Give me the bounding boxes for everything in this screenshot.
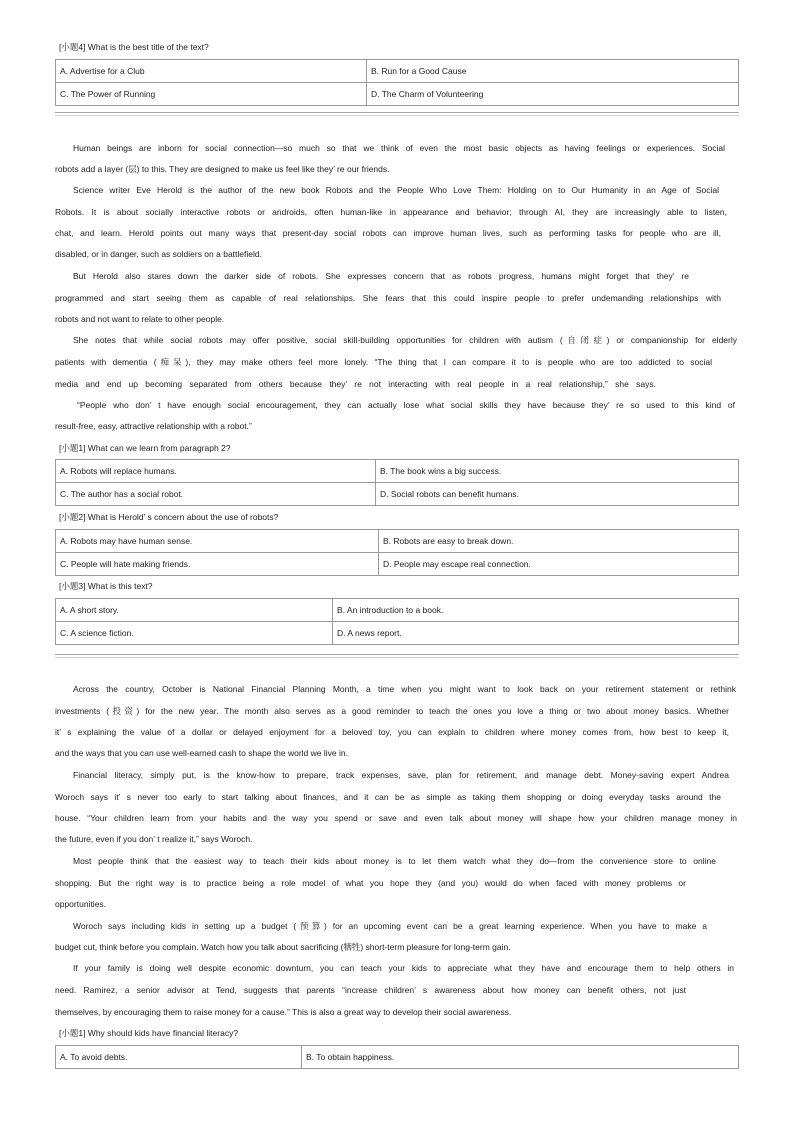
question-title: [小题4] What is the best title of the text? xyxy=(59,42,209,52)
option-b: B. An introduction to a book. xyxy=(333,599,739,622)
option-b: B. The book wins a big success. xyxy=(376,460,739,483)
passage-line: opportunities. xyxy=(55,899,107,909)
passage-line: and the ways that you can use well-earned cash to shape the world we live in. xyxy=(55,748,348,758)
passage-line: Most people think that the easiest way to teach their kids about money is to let them watch what they do—from the convenience store to online xyxy=(73,856,716,866)
section-divider xyxy=(55,654,739,658)
passage-line: disabled, or in danger, such as soldiers on a battlefield. xyxy=(55,249,262,259)
passage-line: Robots. It is about socially interactive robots or androids, often human-like in appearance and behavior; through AI, they are increasingly able to listen, xyxy=(55,207,727,217)
passage-line: investments (投资) for the new year. The month also serves as a good reminder to teach the ones you love a thing or two about money basics. Whether xyxy=(55,706,729,716)
passage-line: robots add a layer (层) to this. They are designed to make us feel like they’ re our friends. xyxy=(55,164,390,174)
passage-line: themselves, by encouraging them to raise money for a cause.” This is also a great way to develop their social awareness. xyxy=(55,1007,512,1017)
option-d: D. A news report. xyxy=(333,622,739,645)
passage-line: need. Ramirez, a senior advisor at Tend, suggests that parents “increase children’ s awareness about how money can benefit others, not just xyxy=(55,985,686,995)
passage-line: Financial literacy, simply put, is the know-how to prepare, track expenses, save, plan for retirement, and manage debt. Money-saving expert Andrea xyxy=(73,770,729,780)
passage-line: Woroch says including kids in setting up a budget (预算) for an upcoming event can be a great learning experience. When you have to make a xyxy=(73,921,707,931)
option-a: A. A short story. xyxy=(56,599,333,622)
option-a: A. Advertise for a Club xyxy=(56,60,367,83)
options-table xyxy=(55,59,739,106)
passage-line: it’ s explaining the value of a dollar or delayed enjoyment for a beloved toy, you can explain to children where money comes from, how best to keep it, xyxy=(55,727,729,737)
option-d: D. The Charm of Volunteering xyxy=(367,83,739,106)
option-b: B. Robots are easy to break down. xyxy=(379,530,739,553)
question-title: [小题2] What is Herold’ s concern about the use of robots? xyxy=(59,512,279,522)
passage-line: She notes that while social robots may offer positive, social skill-building opportunities for children with autism (自闭症) or companionship for elderly xyxy=(73,335,737,345)
passage-line: result-free, easy, attractive relationship with a robot.” xyxy=(55,421,252,431)
option-c: C. A science fiction. xyxy=(56,622,333,645)
option-c: C. The author has a social robot. xyxy=(56,483,376,506)
passage-line: house. “Your children learn from your habits and the way you spend or save and even talk about money will shape how your children manage money in xyxy=(55,813,737,823)
options-table xyxy=(55,529,739,576)
option-a: A. Robots will replace humans. xyxy=(56,460,376,483)
options-table xyxy=(55,459,739,506)
passage-line: media and end up becoming separated from others because they’ re not interacting with real people in a real relationship,” she says. xyxy=(55,379,656,389)
passage-line: shopping. But the right way is to practice being a role model of what you hope they (and you) would do when faced with money problems or xyxy=(55,878,686,888)
passage-line: Woroch says it’ s never too early to start talking about finances, and it can be as simple as taking them shopping or doing everyday tasks around the xyxy=(55,792,721,802)
passage-line: But Herold also stares down the darker side of robots. She expresses concern that as robots progress, humans might forget that they’ re xyxy=(73,271,689,281)
passage-line: “People who don’ t have enough social encouragement, they can actually lose what social skills they have because they’ re so used to this kind of xyxy=(77,400,735,410)
section-divider xyxy=(55,112,739,116)
option-b: B. To obtain happiness. xyxy=(302,1046,739,1069)
option-d: D. Social robots can benefit humans. xyxy=(376,483,739,506)
question-title: [小题1] What can we learn from paragraph 2? xyxy=(59,443,231,453)
option-a: A. To avoid debts. xyxy=(56,1046,302,1069)
passage-line: chat, and learn. Herold points out many ways that present-day social robots can improve human lives, such as performing tasks for people who are ill, xyxy=(55,228,721,238)
option-a: A. Robots may have human sense. xyxy=(56,530,379,553)
passage-line: Human beings are inborn for social connection—so much so that we think of even the most basic objects as having feelings or experiences. Social xyxy=(73,143,725,153)
option-c: C. People will hate making friends. xyxy=(56,553,379,576)
option-d: D. People may escape real connection. xyxy=(379,553,739,576)
passage-line: patients with dementia (痴呆), they may make others feel more lonely. “The thing that I can compare it to is people who are too addicted to social xyxy=(55,357,712,367)
passage-line: robots and not want to relate to other people. xyxy=(55,314,225,324)
passage-line: budget cut, think before you complain. Watch how you talk about sacrificing (牺牲) short-term pleasure for long-term gain. xyxy=(55,942,511,952)
passage-line: programmed and start seeing them as capable of real relationships. She fears that this could inspire people to prefer undemanding relationships with xyxy=(55,293,721,303)
passage-line: the future, even if you don’ t realize it,” says Woroch. xyxy=(55,834,253,844)
passage-line: Science writer Eve Herold is the author of the new book Robots and the People Who Love Them: Holding on to Our Humanity in an Age of Social xyxy=(73,185,719,195)
question-title: [小题3] What is this text? xyxy=(59,581,153,591)
passage-line: If your family is doing well despite economic downturn, you can teach your kids to appreciate what they have and encourage them to help others in xyxy=(73,963,734,973)
question-title: [小题1] Why should kids have financial literacy? xyxy=(59,1028,239,1038)
options-table xyxy=(55,598,739,645)
options-table xyxy=(55,1045,739,1069)
option-b: B. Run for a Good Cause xyxy=(367,60,739,83)
passage-line: Across the country, October is National Financial Planning Month, a time when you might want to look back on your retirement statement or rethink xyxy=(73,684,736,694)
option-c: C. The Power of Running xyxy=(56,83,367,106)
